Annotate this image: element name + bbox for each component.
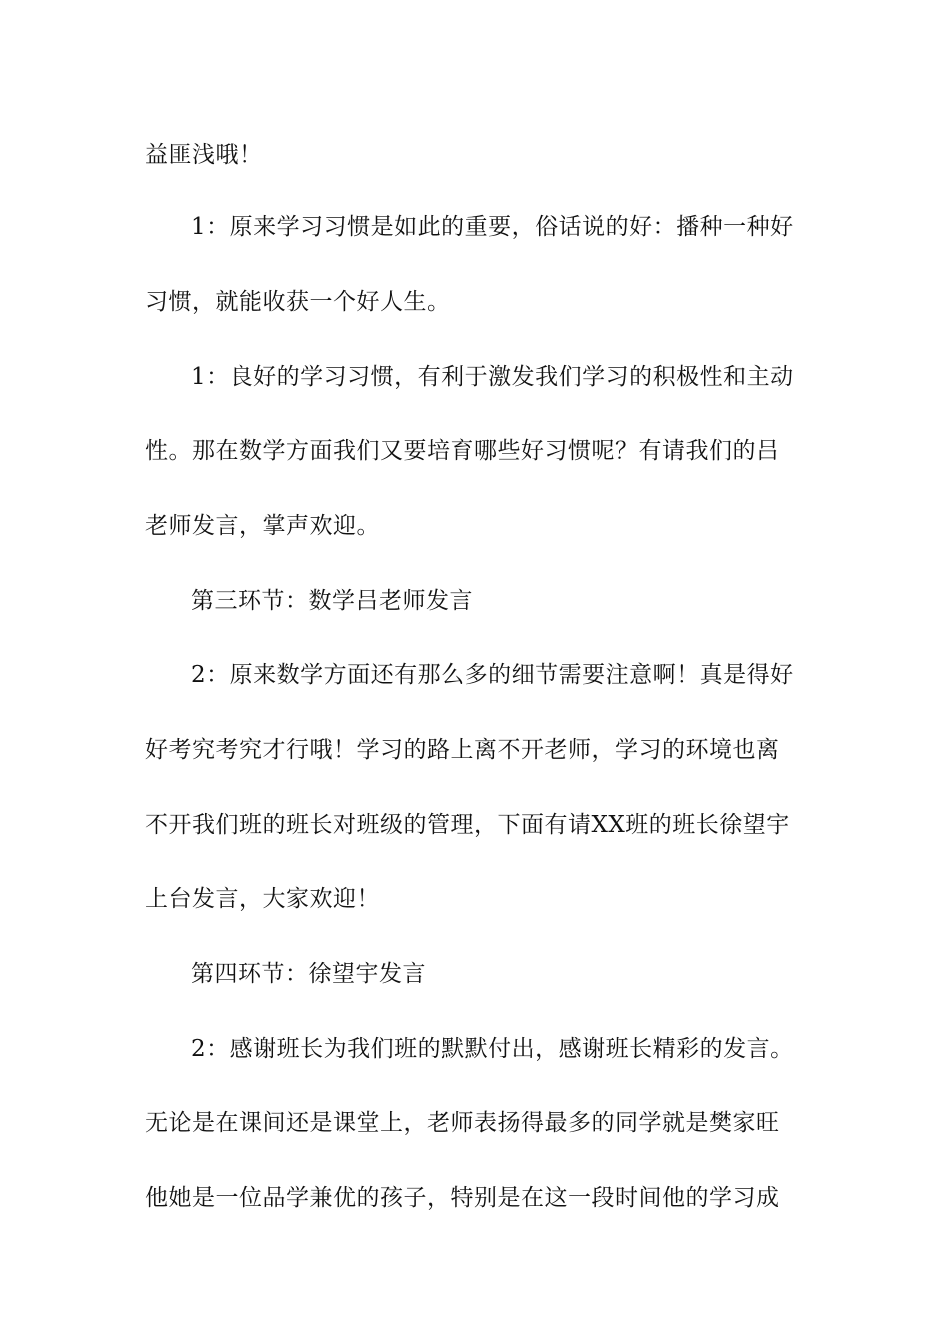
paragraph-line: 1：良好的学习习惯，有利于激发我们学习的积极性和主动 (191, 364, 794, 390)
text-line: 益匪浅哦！ (145, 142, 263, 168)
text-line: 好考究考究才行哦！学习的路上离不开老师，学习的环境也离 (145, 737, 780, 763)
text-line: 上台发言，大家欢迎！ (145, 886, 380, 912)
text-line: 习惯，就能收获一个好人生。 (145, 289, 451, 315)
text-line: 性。那在数学方面我们又要培育哪些好习惯呢？有请我们的吕 (145, 438, 780, 464)
section-heading: 第三环节：数学吕老师发言 (191, 588, 473, 614)
paragraph-line: 1：原来学习习惯是如此的重要，俗话说的好：播种一种好 (191, 214, 794, 240)
text-line: 不开我们班的班长对班级的管理，下面有请XX班的班长徐望宇 (145, 812, 790, 838)
paragraph-line: 2：感谢班长为我们班的默默付出，感谢班长精彩的发言。 (191, 1036, 794, 1062)
paragraph-line: 2：原来数学方面还有那么多的细节需要注意啊！真是得好 (191, 662, 794, 688)
text-line: 他她是一位品学兼优的孩子，特别是在这一段时间他的学习成 (145, 1185, 780, 1211)
text-line: 无论是在课间还是课堂上，老师表扬得最多的同学就是樊家旺 (145, 1110, 780, 1136)
text-line: 老师发言，掌声欢迎。 (145, 513, 380, 539)
section-heading: 第四环节：徐望宇发言 (191, 961, 426, 987)
